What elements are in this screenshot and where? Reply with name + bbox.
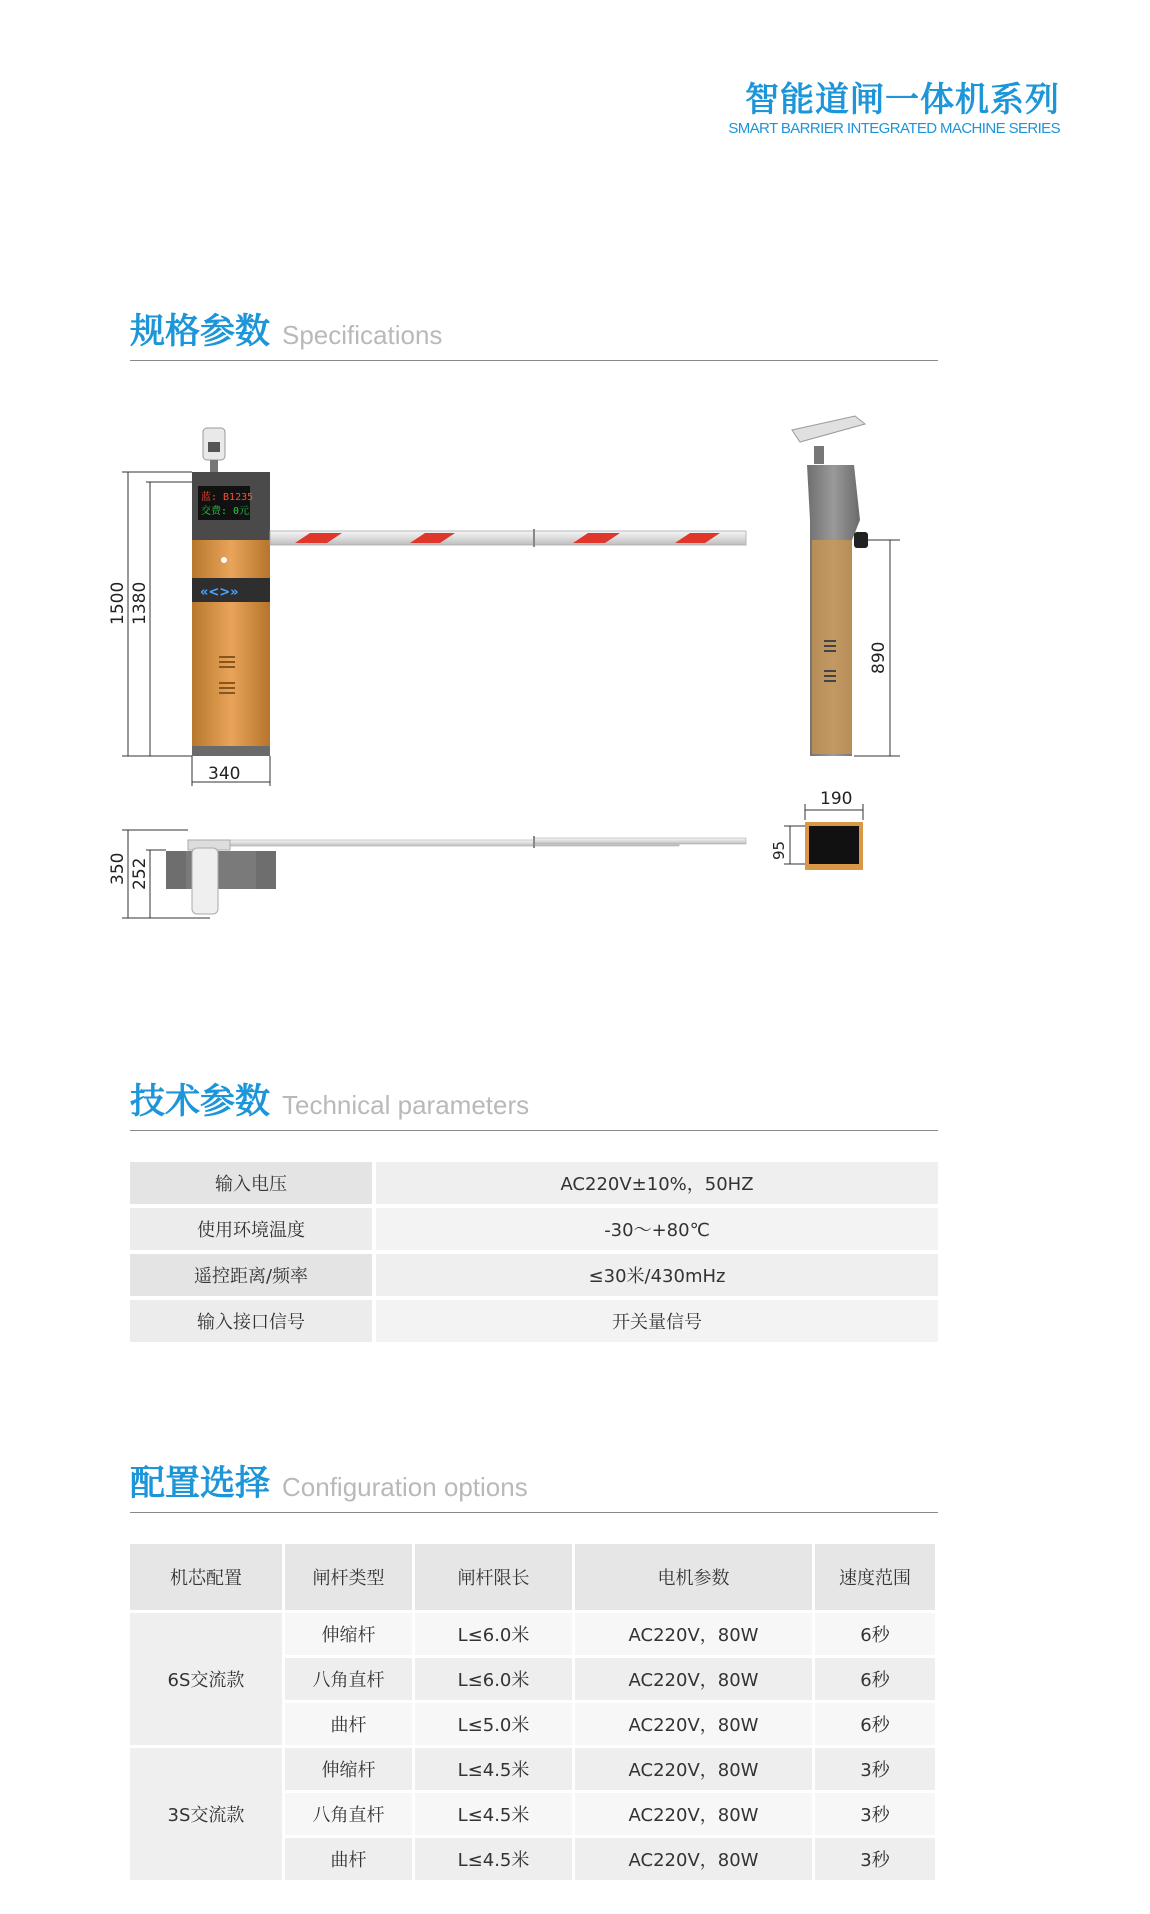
side-view [792,416,900,756]
group-name: 6S交流款 [130,1613,285,1748]
cell-type: 八角直杆 [285,1793,415,1838]
table-row [130,1748,938,1793]
section-header-tech [130,1080,938,1131]
cell-length: L≤4.5米 [415,1838,575,1883]
section-title-cn: 技术参数 [130,1082,271,1122]
cell-type: 曲杆 [285,1838,415,1883]
dim-base-depth: 252 [130,857,150,890]
table-row [130,1254,938,1300]
section-header-config [130,1462,938,1513]
cell-type: 八角直杆 [285,1658,415,1703]
dim-width: 340 [208,764,241,784]
section-title-cn: 配置选择 [130,1464,271,1504]
display-line-1: 蓝: B1235 [201,492,254,503]
section-title-en: Technical parameters [282,1090,530,1120]
col-header: 电机参数 [575,1544,815,1613]
brand-title-cn: 智能道闸一体机系列 [745,80,1060,120]
dim-side-height: 890 [869,641,889,674]
cell-speed: 3秒 [815,1838,938,1883]
cell-speed: 6秒 [815,1658,938,1703]
cell-speed: 3秒 [815,1748,938,1793]
cell-motor: AC220V，80W [575,1838,815,1883]
svg-text:«<>»: «<>» [200,585,239,600]
cell-length: L≤4.5米 [415,1748,575,1793]
display-line-2: 交费: 0元 [201,506,250,517]
section-title-en: Configuration options [282,1472,528,1502]
cell-motor: AC220V，80W [575,1658,815,1703]
param-value: 开关量信号 [376,1300,938,1346]
cell-length: L≤6.0米 [415,1613,575,1658]
cell-type: 曲杆 [285,1703,415,1748]
cell-motor: AC220V，80W [575,1613,815,1658]
param-value: -30～+80℃ [376,1208,938,1254]
dim-top-depth: 350 [108,852,128,885]
group-name: 3S交流款 [130,1748,285,1883]
config-table [130,1544,938,1883]
cell-length: L≤5.0米 [415,1703,575,1748]
param-value: ≤30米/430mHz [376,1254,938,1300]
section-title-cn: 规格参数 [130,312,271,352]
param-label: 使用环境温度 [130,1208,376,1254]
cell-length: L≤6.0米 [415,1658,575,1703]
param-label: 输入接口信号 [130,1300,376,1346]
col-header: 闸杆类型 [285,1544,415,1613]
section-header-spec [130,310,938,361]
dim-box-width: 190 [820,789,853,809]
param-label: 输入电压 [130,1162,376,1208]
table-row [130,1162,938,1208]
tech-params-table [130,1162,938,1346]
cell-length: L≤4.5米 [415,1793,575,1838]
cell-motor: AC220V，80W [575,1793,815,1838]
section-title-en: Specifications [282,320,443,350]
top-view [108,830,746,918]
brand-header [728,80,1060,138]
col-header: 机芯配置 [130,1544,285,1613]
table-row [130,1300,938,1346]
box-view [770,789,863,870]
cell-motor: AC220V，80W [575,1703,815,1748]
param-label: 遥控距离/频率 [130,1254,376,1300]
specification-drawing [108,410,950,990]
param-value: AC220V±10%，50HZ [376,1162,938,1208]
table-row [130,1208,938,1254]
brand-title-en: SMART BARRIER INTEGRATED MACHINE SERIES [728,120,1060,137]
cell-speed: 3秒 [815,1793,938,1838]
table-row [130,1613,938,1658]
table-header-row [130,1544,938,1613]
dim-body-height: 1380 [130,581,150,625]
cell-type: 伸缩杆 [285,1748,415,1793]
cell-type: 伸缩杆 [285,1613,415,1658]
cell-speed: 6秒 [815,1703,938,1748]
col-header: 闸杆限长 [415,1544,575,1613]
dim-total-height: 1500 [108,581,128,625]
front-view [108,428,746,786]
dim-box-height: 95 [770,840,788,860]
cell-motor: AC220V，80W [575,1748,815,1793]
cell-speed: 6秒 [815,1613,938,1658]
col-header: 速度范围 [815,1544,938,1613]
